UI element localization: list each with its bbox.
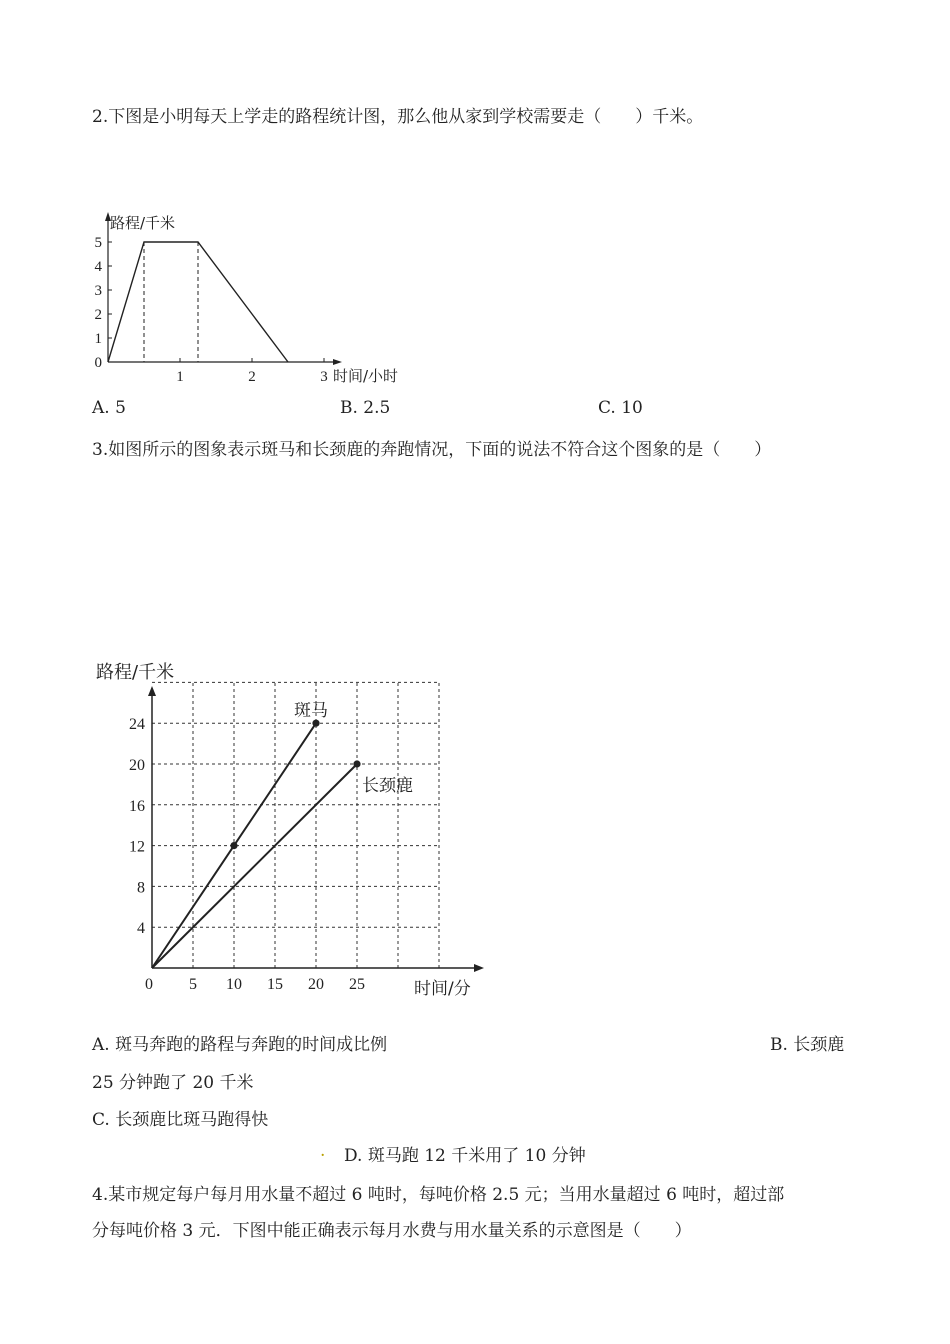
x-tick-label: 25 xyxy=(349,976,365,993)
y-tick-label: 5 xyxy=(94,235,102,251)
q2-stem: 2.下图是小明每天上学走的路程统计图，那么他从家到学校需要走（ ）千米。 xyxy=(92,107,704,127)
q2-option-b: B. 2.5 xyxy=(340,398,391,418)
x-tick-label: 10 xyxy=(226,976,242,993)
x-tick-label: 2 xyxy=(248,369,256,385)
y-tick-label: 16 xyxy=(129,797,145,815)
q3-stem: 3.如图所示的图象表示斑马和长颈鹿的奔跑情况，下面的说法不符合这个图象的是（ ） xyxy=(92,440,772,460)
y-tick-label: 2 xyxy=(94,307,102,323)
x-axis-arrow xyxy=(474,964,484,972)
x-tick-label: 5 xyxy=(189,976,197,993)
y-axis-label: 路程/千米 xyxy=(110,214,176,232)
y-tick-label: 4 xyxy=(137,920,145,938)
x-tick-label: 3 xyxy=(320,369,328,385)
x-tick-label: 0 xyxy=(145,976,153,993)
y-tick-label: 12 xyxy=(129,838,145,856)
x-axis-label: 时间/分 xyxy=(414,979,471,999)
y-tick-label: 1 xyxy=(94,331,102,347)
q4-line-2: 分每吨价格 3 元．下图中能正确表示每月水费与用水量关系的示意图是（ ） xyxy=(92,1221,692,1241)
q4-line-1: 4.某市规定每户每月用水量不超过 6 吨时，每吨价格 2.5 元；当用水量超过 6 吨时，超过部 xyxy=(92,1185,785,1205)
y-tick-label: 24 xyxy=(129,716,145,734)
x-axis-label: 时间/小时 xyxy=(333,367,399,385)
y-tick-label: 0 xyxy=(94,355,102,371)
x-tick-label: 15 xyxy=(267,976,283,993)
y-tick-label: 3 xyxy=(94,283,102,299)
data-point xyxy=(353,760,360,767)
series-line-giraffe xyxy=(152,764,357,968)
y-tick-label: 20 xyxy=(129,757,145,774)
y-tick-label: 4 xyxy=(94,259,102,275)
q3-option-b-cont: 25 分钟跑了 20 千米 xyxy=(92,1073,254,1093)
y-tick-label: 8 xyxy=(137,879,145,897)
q3-option-a: A. 斑马奔跑的路程与奔跑的时间成比例 xyxy=(92,1035,388,1055)
q2-option-c: C. 10 xyxy=(598,398,643,418)
x-tick-label: 1 xyxy=(176,369,184,385)
q3-option-c: C. 长颈鹿比斑马跑得快 xyxy=(92,1110,269,1130)
q3-option-d-marker: . xyxy=(320,1141,326,1161)
q3-option-d: D. 斑马跑 12 千米用了 10 分钟 xyxy=(344,1146,586,1166)
series-label: 斑马 xyxy=(294,701,328,721)
y-axis-arrow xyxy=(148,686,156,696)
q2-option-a: A. 5 xyxy=(92,398,126,418)
x-tick-label: 20 xyxy=(308,976,324,993)
y-axis-label: 路程/千米 xyxy=(96,662,175,683)
data-point xyxy=(230,842,237,849)
series-label: 长颈鹿 xyxy=(362,776,413,796)
q3-option-b: B. 长颈鹿 xyxy=(770,1035,845,1055)
